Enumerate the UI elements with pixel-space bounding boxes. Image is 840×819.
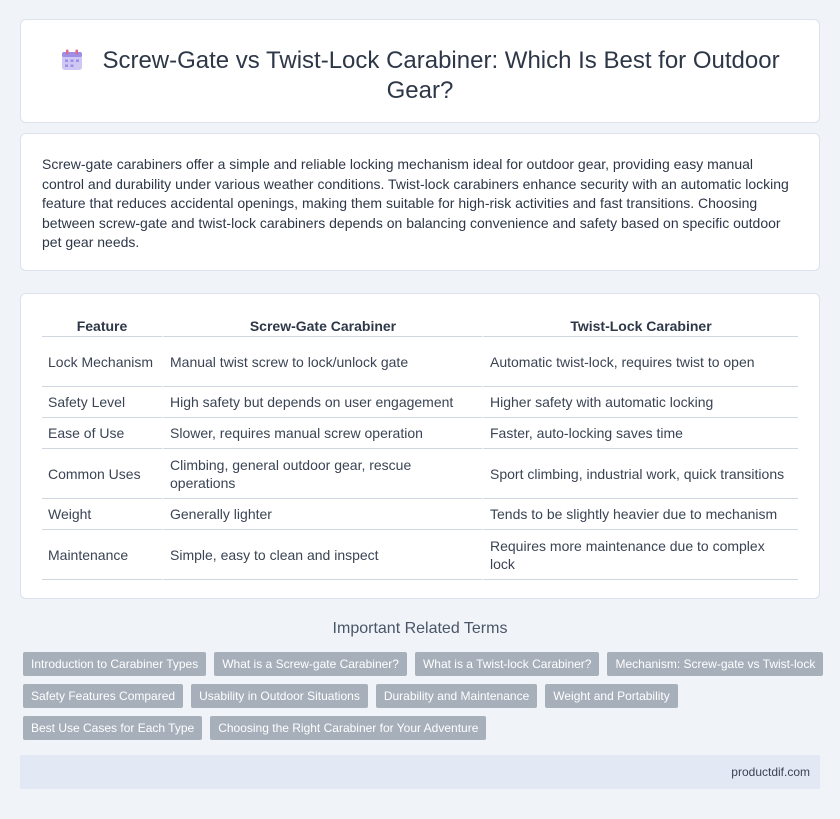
related-term-tag[interactable]: Usability in Outdoor Situations (191, 684, 368, 708)
related-term-tag[interactable]: Weight and Portability (545, 684, 678, 708)
comparison-card (20, 293, 820, 599)
row-screw-gate: Generally lighter (162, 499, 482, 530)
table-row (42, 418, 798, 449)
row-feature: Ease of Use (42, 418, 162, 449)
row-screw-gate: Slower, requires manual screw operation (162, 418, 482, 449)
row-screw-gate: Manual twist screw to lock/unlock gate (162, 337, 482, 387)
related-term-tag[interactable]: What is a Screw-gate Carabiner? (214, 652, 407, 676)
header-twist-lock: Twist-Lock Carabiner (482, 315, 798, 337)
header-feature: Feature (42, 315, 162, 337)
calendar-icon (60, 49, 84, 71)
related-term-tag[interactable]: Choosing the Right Carabiner for Your Adventure (210, 716, 486, 740)
row-feature: Weight (42, 499, 162, 530)
page-title-wrap (21, 46, 819, 106)
page-title: Screw-Gate vs Twist-Lock Carabiner: Which Is Best for Outdoor Gear? (102, 47, 780, 104)
footer-site-link[interactable]: productdif.com (731, 765, 810, 779)
row-feature: Maintenance (42, 530, 162, 580)
related-term-tag[interactable]: Best Use Cases for Each Type (23, 716, 202, 740)
row-screw-gate: High safety but depends on user engagement (162, 387, 482, 418)
table-row (42, 449, 798, 499)
row-twist-lock: Sport climbing, industrial work, quick transitions (482, 449, 798, 499)
row-twist-lock: Tends to be slightly heavier due to mechanism (482, 499, 798, 530)
row-twist-lock: Faster, auto-locking saves time (482, 418, 798, 449)
intro-paragraph: Screw-gate carabiners offer a simple and reliable locking mechanism ideal for outdoor gear, providing easy manual control and durability under various weather conditions. Twist-lock carabiners enhance security with an automatic locking feature that reduces accidental openings, making them suitable for high-risk activities and fast transitions. Choosing between screw-gate and twist-lock carabiners depends on balancing convenience and safety based on specific outdoor pet gear needs. (42, 156, 789, 251)
row-twist-lock: Automatic twist-lock, requires twist to open (482, 337, 798, 387)
table-row (42, 530, 798, 580)
row-screw-gate: Simple, easy to clean and inspect (162, 530, 482, 580)
row-twist-lock: Requires more maintenance due to complex lock (482, 530, 798, 580)
tag-row (23, 684, 823, 708)
tag-row (23, 652, 823, 676)
table-header-row (42, 315, 798, 337)
related-term-tag[interactable]: Safety Features Compared (23, 684, 183, 708)
related-terms-list (23, 652, 823, 748)
related-term-tag[interactable]: Durability and Maintenance (376, 684, 537, 708)
table-row (42, 337, 798, 387)
row-screw-gate: Climbing, general outdoor gear, rescue operations (162, 449, 482, 499)
row-feature: Safety Level (42, 387, 162, 418)
header-screw-gate: Screw-Gate Carabiner (162, 315, 482, 337)
comparison-table (42, 315, 798, 580)
table-row (42, 499, 798, 530)
related-terms-heading: Important Related Terms (332, 620, 508, 637)
row-feature: Lock Mechanism (42, 337, 162, 387)
header-card (20, 19, 820, 123)
related-term-tag[interactable]: Mechanism: Screw-gate vs Twist-lock (607, 652, 823, 676)
row-feature: Common Uses (42, 449, 162, 499)
footer (20, 755, 820, 789)
related-term-tag[interactable]: What is a Twist-lock Carabiner? (415, 652, 600, 676)
row-twist-lock: Higher safety with automatic locking (482, 387, 798, 418)
tag-row (23, 716, 823, 740)
table-row (42, 387, 798, 418)
related-term-tag[interactable]: Introduction to Carabiner Types (23, 652, 206, 676)
intro-card (20, 133, 820, 271)
